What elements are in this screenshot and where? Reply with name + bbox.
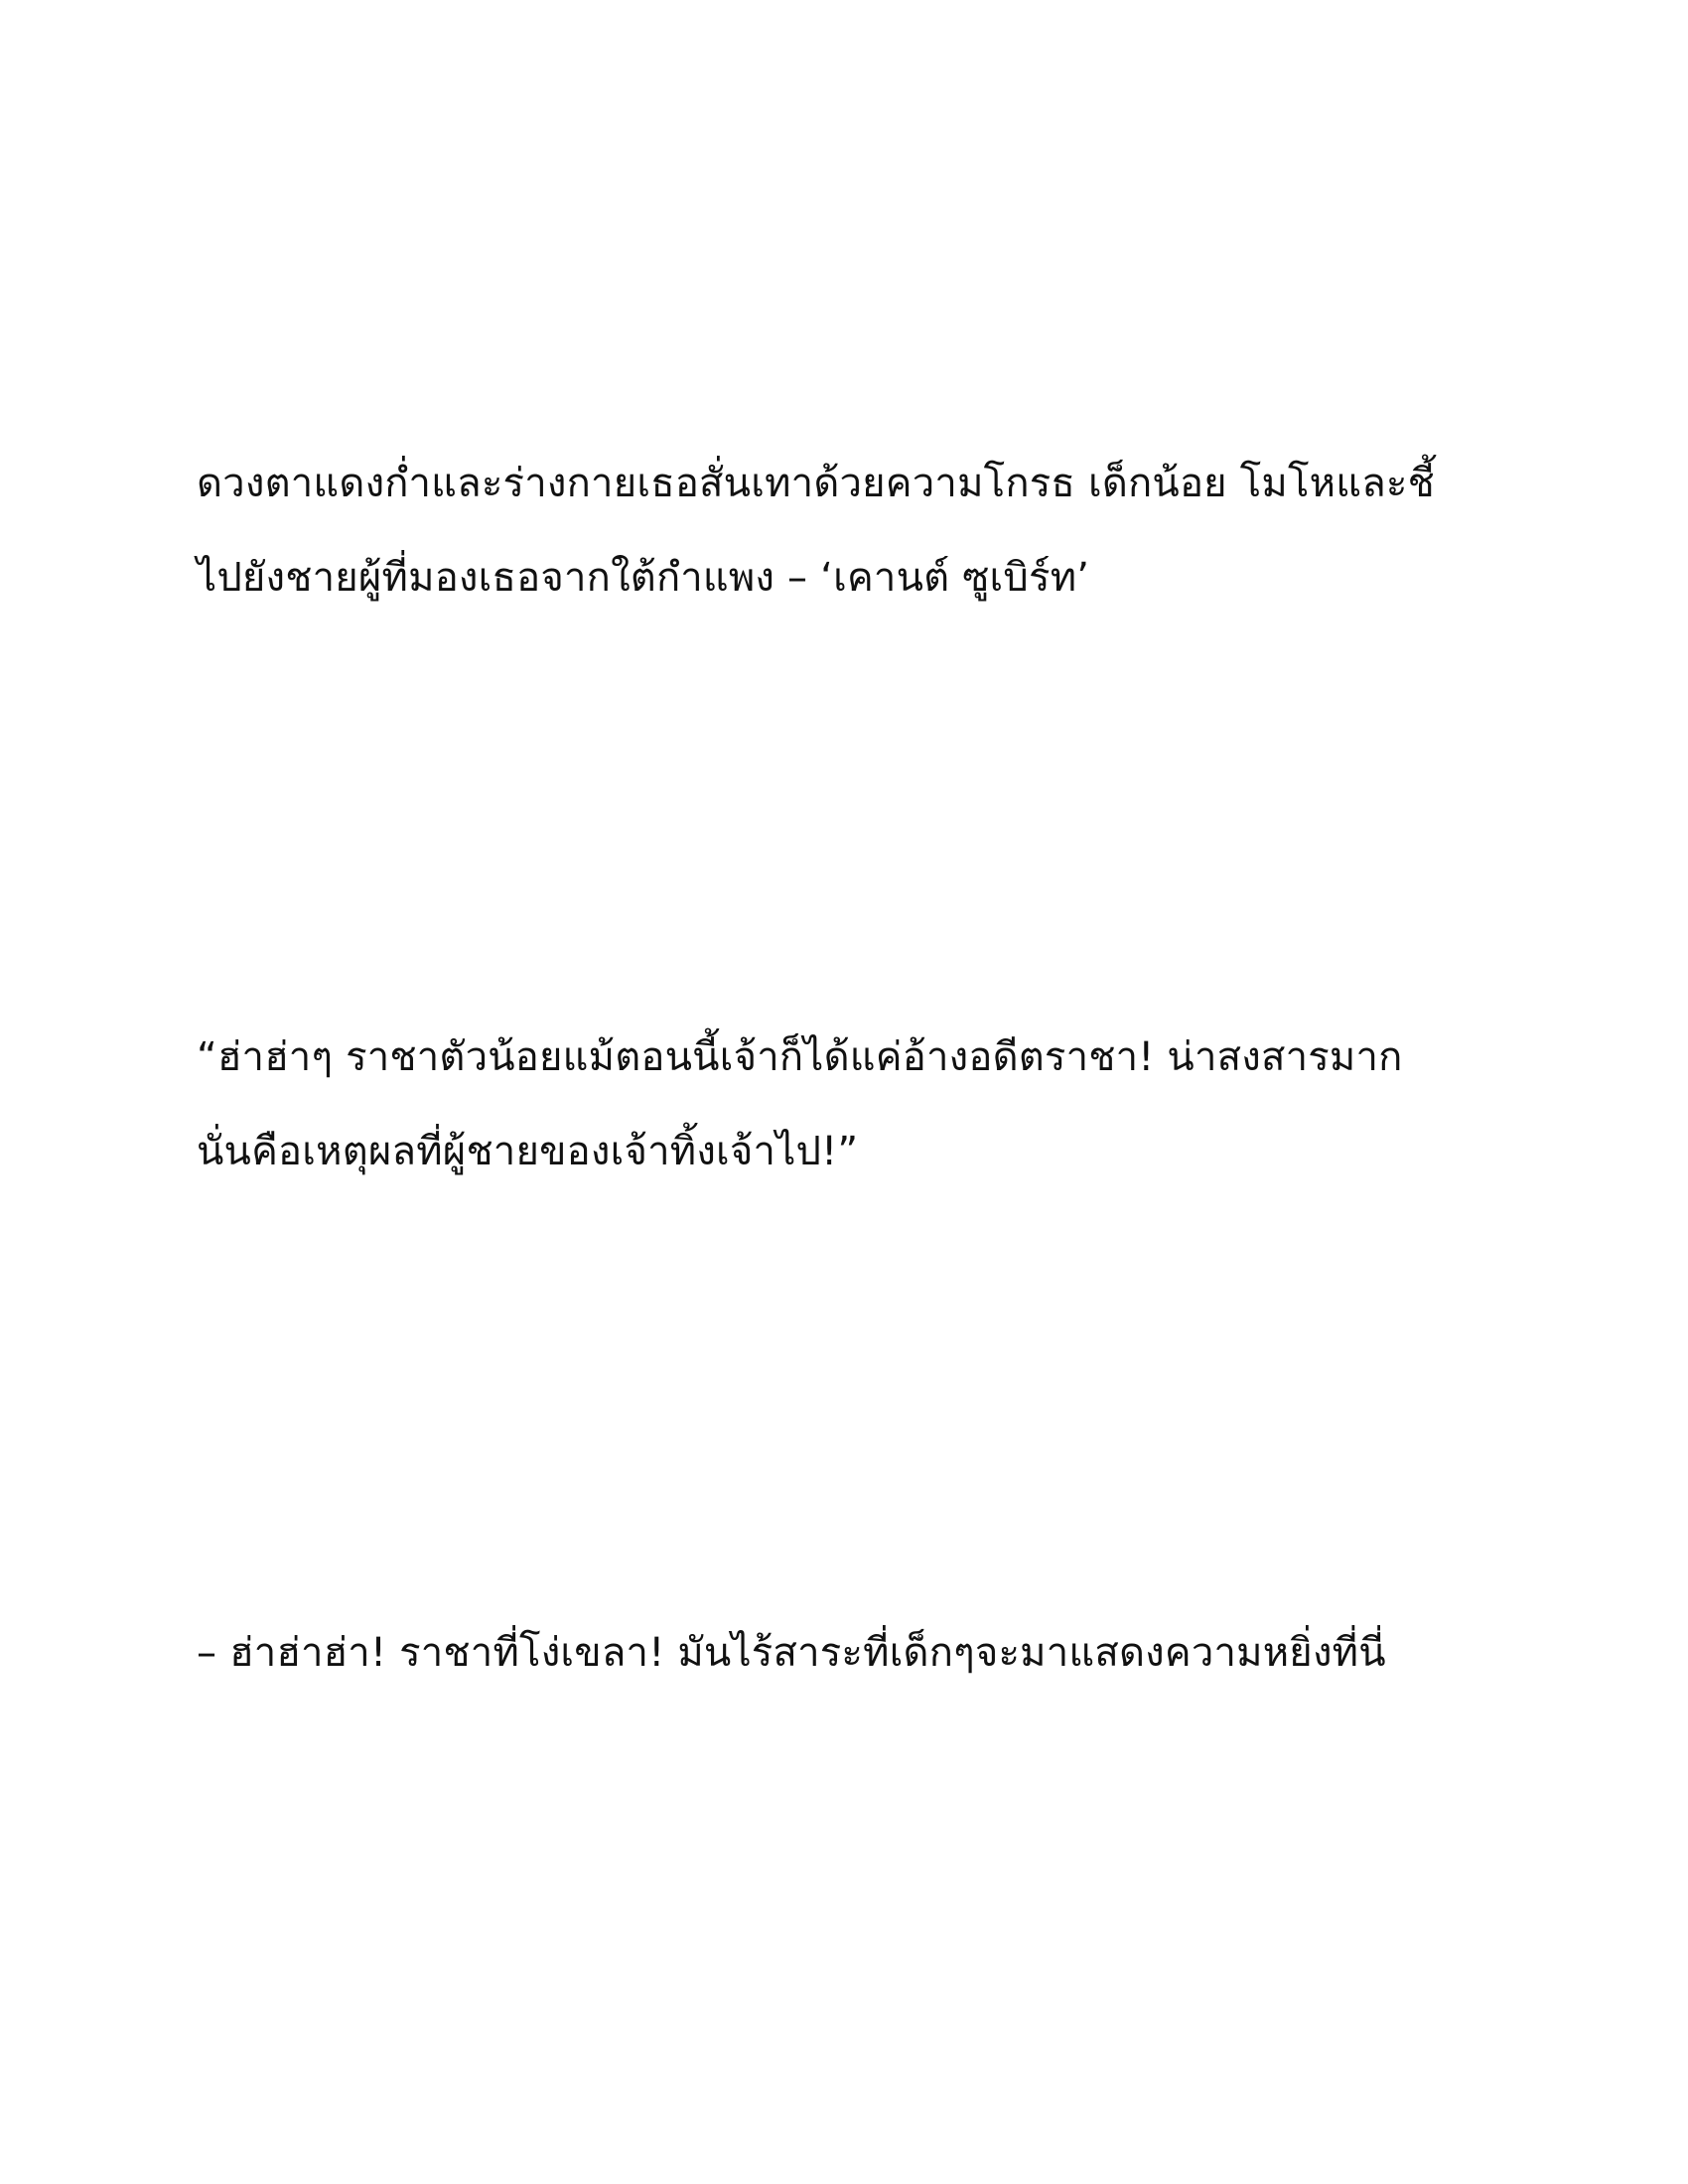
dialogue-paragraph <box>197 1606 1507 1701</box>
narration-paragraph <box>197 437 1507 625</box>
text-line: “ฮ่าฮ่าๆ ราชาตัวน้อยแม้ตอนนี้เจ้าก็ได้แค่อ้างอดีตราชา! น่าสงสารมาก <box>197 1034 1403 1080</box>
text-line: – ฮ่าฮ่าฮ่า! ราชาที่โง่เขลา! มันไร้สาระที่เด็กๆจะมาแสดงความหยิ่งที่นี่ <box>197 1630 1386 1676</box>
dialogue-paragraph <box>197 1011 1507 1199</box>
text-line: นั่นคือเหตุผลที่ผู้ชายของเจ้าทิ้งเจ้าไป!” <box>197 1129 859 1174</box>
text-line: ดวงตาแดงก่ำและร่างกายเธอสั่นเทาด้วยความโกรธ เด็กน้อย โมโหและชี้ <box>197 461 1435 506</box>
text-line: ไปยังชายผู้ที่มองเธอจากใต้กำแพง – ‘เคานต์ ซูเบิร์ท’ <box>197 555 1090 601</box>
